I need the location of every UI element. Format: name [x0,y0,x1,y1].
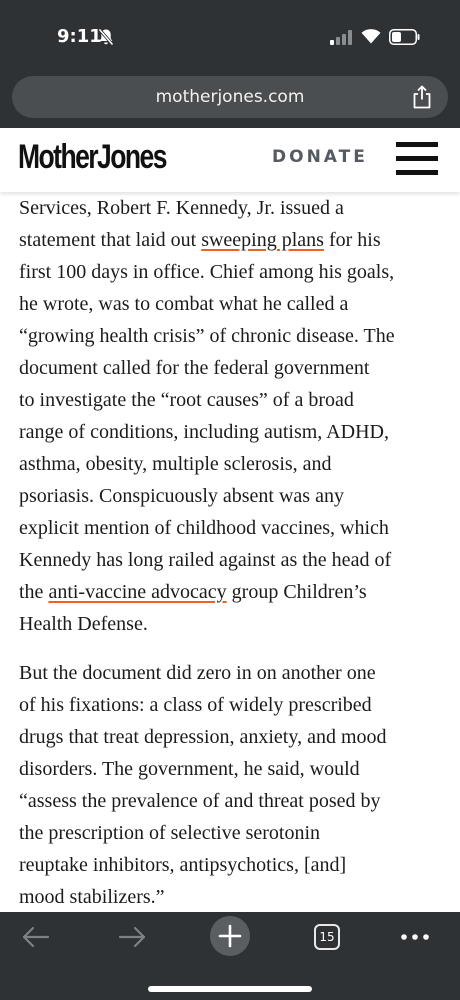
wifi-icon [361,27,381,44]
text-line: Services, Robert F. Kennedy, Jr. issued a [19,197,344,219]
text-line: But the document did zero in on another one [19,662,376,684]
plus-icon [210,916,250,956]
new-tab-button[interactable] [210,916,250,956]
text-line: drugs that treat depression, anxiety, and mood [19,726,387,748]
signal-icon [330,30,352,45]
article-paragraph [19,657,444,912]
more-icon[interactable] [400,932,430,942]
site-logo[interactable]: MotherJones [18,138,166,176]
tabs-icon[interactable]: 15 [314,924,340,950]
browser-top-chrome [0,0,460,128]
status-bar [0,0,460,76]
forward-icon[interactable] [118,926,146,948]
donate-link[interactable]: DONATE [272,147,368,167]
text-line: reuptake inhibitors, antipsychotics, [and] [19,854,347,876]
text-line: Kennedy has long railed against as the head of [19,549,392,571]
address-bar[interactable] [12,76,448,118]
text-line: “growing health crisis” of chronic disease. The [19,325,395,347]
text-line: to investigate the “root causes” of a broad [19,389,354,411]
text-run: for his [323,229,381,251]
text-line: asthma, obesity, multiple sclerosis, and [19,453,332,475]
home-indicator[interactable] [148,986,312,992]
menu-bar [396,170,438,175]
anti-vaccine-advocacy-link[interactable]: anti-vaccine advocacy [48,581,227,603]
article-body [0,192,460,912]
battery-icon [389,29,420,45]
text-line [19,576,444,608]
text-line: mood stabilizers.” [19,886,165,908]
article-paragraph [19,192,444,640]
text-line: document called for the federal government [19,357,370,379]
text-line: he wrote, was to combat what he called a [19,293,349,315]
text-line: the prescription of selective serotonin [19,822,321,844]
text-line: “assess the prevalence of and threat posed by [19,790,381,812]
share-icon[interactable] [411,85,433,109]
sweeping-plans-link[interactable]: sweeping plans [201,229,324,251]
menu-icon[interactable] [396,142,438,176]
site-header [0,128,460,192]
bell-slash-icon [98,28,114,46]
text-run: group Children’s [226,581,367,603]
status-time: 9:11 [57,26,102,47]
url-text[interactable]: motherjones.com [155,87,305,107]
browser-toolbar [0,912,460,1000]
text-line: psoriasis. Conspicuously absent was any [19,485,344,507]
menu-bar [396,142,438,147]
back-icon[interactable] [22,926,50,948]
text-line: Health Defense. [19,613,148,635]
text-line: of his fixations: a class of widely prescribed [19,694,372,716]
text-line: range of conditions, including autism, ADHD, [19,421,389,443]
text-line: first 100 days in office. Chief among his goals, [19,261,395,283]
menu-bar [396,156,438,161]
text-run: statement that laid out [19,229,202,251]
text-line [19,224,444,256]
text-run: the [19,581,49,603]
text-line: disorders. The government, he said, would [19,758,360,780]
text-line: explicit mention of childhood vaccines, which [19,517,389,539]
